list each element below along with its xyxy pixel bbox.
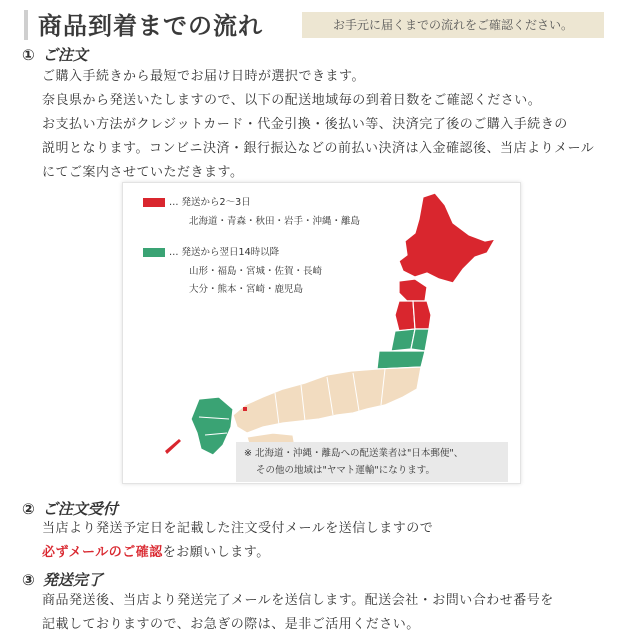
legend-red-label: … 発送から2～3日: [169, 197, 251, 208]
section1-line: 説明となります。コンビニ決済・銀行振込などの前払い決済は入金確認後、当店よりメール: [42, 141, 595, 156]
section3-body: [42, 589, 622, 637]
section2-number: ②: [22, 500, 35, 518]
map-region-akita: [395, 301, 415, 331]
carrier-note-line: その他の地域は"ヤマト運輸"になります。: [256, 465, 435, 476]
delivery-map-panel: [122, 182, 521, 484]
section1-title: ご注文: [42, 46, 88, 64]
legend-red: [143, 194, 251, 208]
section3-heading: [22, 569, 103, 590]
map-region-hokkaido: [399, 193, 495, 283]
section3-line: 商品発送後、当店より発送完了メールを送信します。配送会社・お問い合わせ番号を: [42, 593, 554, 608]
section1-body: [42, 65, 622, 185]
section2-line: [42, 541, 622, 565]
legend-green-label: … 発送から翌日14時以降: [169, 247, 280, 258]
section1-line: ご購入手続きから最短でお届け日時が選択できます。: [42, 69, 365, 84]
legend-green: [143, 244, 279, 258]
title-accent-bar: [24, 10, 28, 40]
section1-number: ①: [22, 46, 35, 64]
page-title: 商品到着までの流れ: [38, 12, 263, 40]
section1-line: にてご案内させていただきます。: [42, 165, 244, 180]
carrier-note: [236, 442, 508, 482]
map-region-kyushu: [191, 397, 233, 455]
section1-heading: [22, 44, 88, 65]
header-tagline: お手元に届くまでの流れをご確認ください。: [302, 12, 604, 38]
section2-heading: [22, 498, 118, 519]
section3-number: ③: [22, 571, 35, 589]
section1-line: 奈良県から発送いたしますので、以下の配送地域毎の到着日数をご確認ください。: [42, 93, 542, 108]
map-region-fukushima: [377, 351, 425, 369]
legend-green-regions-2: 大分・熊本・宮崎・鹿児島: [189, 284, 304, 295]
japan-map-illustration: [123, 183, 520, 483]
section1-line: お支払い方法がクレジットカード・代金引換・後払い等、決済完了後のご購入手続きの: [42, 117, 568, 132]
section2-line: 当店より発送予定日を記載した注文受付メールを送信しますので: [42, 521, 434, 536]
legend-red-regions: 北海道・青森・秋田・岩手・沖縄・離島: [189, 216, 361, 227]
map-region-iwate: [413, 301, 431, 329]
map-region-okinawa: [165, 439, 181, 454]
map-region-remote-island: [243, 407, 247, 411]
section2-line-rest: をお願いします。: [162, 545, 270, 560]
carrier-note-line: ※ 北海道・沖縄・離島への配送業者は"日本郵便"、: [244, 448, 464, 459]
section3-line: 記載しておりますので、お急ぎの際は、是非ご活用ください。: [42, 617, 420, 632]
section2-body: [42, 517, 622, 565]
map-region-aomori: [399, 279, 427, 301]
legend-green-swatch: [143, 248, 165, 257]
map-region-honshu: [233, 367, 421, 433]
legend-green-regions-1: 山形・福島・宮城・佐賀・長崎: [189, 266, 323, 277]
section3-title: 発送完了: [42, 571, 103, 589]
legend-red-swatch: [143, 198, 165, 207]
section2-title: ご注文受付: [42, 500, 118, 518]
section2-emphasis: 必ずメールのご確認: [42, 545, 163, 560]
